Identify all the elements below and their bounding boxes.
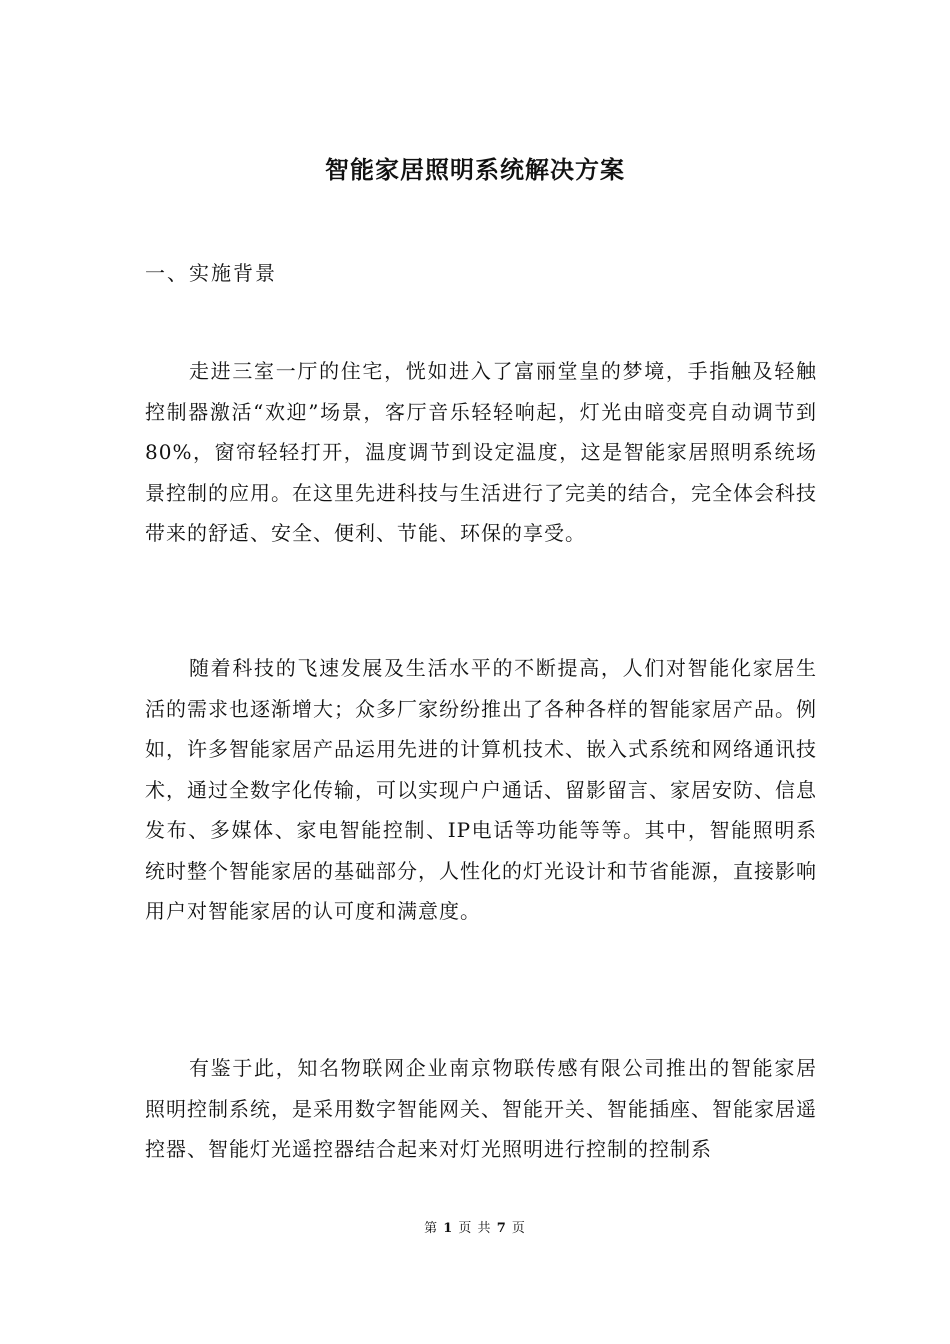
- footer-page-number: 1: [443, 1221, 454, 1236]
- footer-prefix: 第: [424, 1221, 439, 1236]
- page-footer: [0, 1217, 950, 1236]
- paragraph-3: 有鉴于此，知名物联网企业南京物联传感有限公司推出的智能家居照明控制系统，是采用数字智能网关、智能开关、智能插座、智能家居遥控器、智能灯光遥控器结合起来对灯光照明进行控制的控制系: [145, 1056, 817, 1161]
- document-title: 智能家居照明系统解决方案: [325, 155, 625, 184]
- footer-suffix: 页: [511, 1221, 526, 1236]
- paragraph-2: 随着科技的飞速发展及生活水平的不断提高，人们对智能化家居生活的需求也逐渐增大；众多厂家纷纷推出了各种各样的智能家居产品。例如，许多智能家居产品运用先进的计算机技术、嵌入式系统和网络通讯技术，通过全数字化传输，可以实现户户通话、留影留言、家居安防、信息发布、多媒体、家电智能控制、IP电话等功能等等。其中，智能照明系统时整个智能家居的基础部分，人性化的灯光设计和节省能源，直接影响用户对智能家居的认可度和满意度。: [145, 656, 817, 923]
- paragraph-1: 走进三室一厅的住宅，恍如进入了富丽堂皇的梦境，手指触及轻触控制器激活“欢迎”场景，客厅音乐轻轻响起，灯光由暗变亮自动调节到80%，窗帘轻轻打开，温度调节到设定温度，这是智能家居照明系统场景控制的应用。在这里先进科技与生活进行了完美的结合，完全体会科技带来的舒适、安全、便利、节能、环保的享受。: [145, 359, 817, 545]
- section-heading: 一、实施背景: [145, 261, 277, 285]
- footer-middle: 页 共: [458, 1221, 492, 1236]
- footer-total-pages: 7: [496, 1221, 507, 1236]
